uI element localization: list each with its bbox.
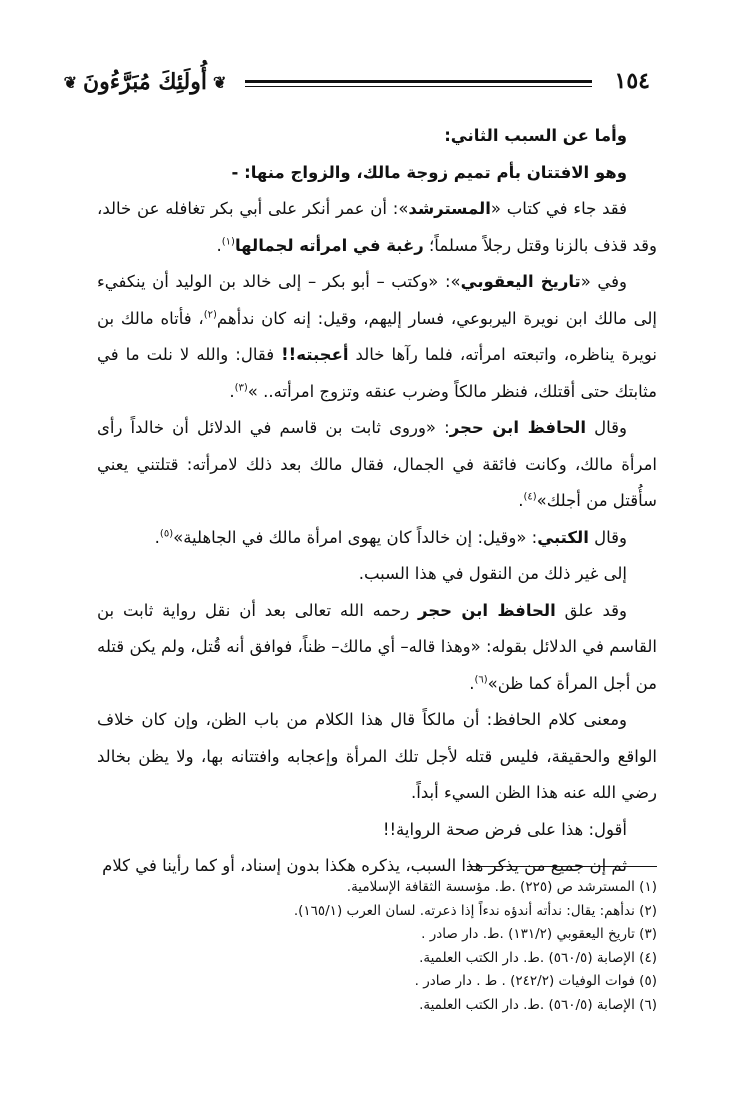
text-span: وقال bbox=[588, 527, 627, 547]
footnote-item: (٦) الإصابة (٥٦٠/٥) .ط. دار الكتب العلمية. bbox=[419, 996, 657, 1013]
emphasis-text: أعجبته!! bbox=[281, 345, 349, 364]
paragraph-5: إلى غير ذلك من النقول في هذا السبب. bbox=[358, 564, 627, 583]
footnote-ref[interactable]: (٥) bbox=[159, 528, 174, 539]
footnote-item: (٥) فوات الوفيات (٢٤٢/٢) . ط . دار صادر . bbox=[414, 973, 657, 989]
footnote-item: (٤) الإصابة (٥٦٠/٥) .ط. دار الكتب العلمية. bbox=[419, 949, 657, 966]
author-name: الكتبي bbox=[537, 527, 589, 547]
text-span: رحمه الله تعالى بعد أن نقل رواية ثابت بن القاسم في الدلائل بقوله: «وهذا قاله– أي مالك– ظناً، فوافق أنه قُتل، ولم يكن قتله من أجل المرأة كما ظن» bbox=[97, 600, 657, 693]
paragraph-8: أقول: هذا على فرض صحة الرواية!! bbox=[382, 819, 627, 839]
text-span: . bbox=[216, 235, 222, 255]
footnote-ref[interactable]: (٢) bbox=[203, 309, 217, 320]
main-text bbox=[97, 118, 657, 885]
text-span: وفي « bbox=[580, 272, 628, 291]
paragraph-6 bbox=[97, 593, 657, 703]
ornament-left-icon: ❦ bbox=[212, 72, 227, 92]
text-span: . bbox=[154, 527, 160, 547]
text-span: ، فأتاه مالك بن نويرة يناظره، واتبعته امرأته، فلما رآها خالد bbox=[97, 308, 657, 364]
footnote-separator bbox=[467, 866, 657, 867]
text-span: . bbox=[229, 381, 235, 401]
footnote-item: (١) المسترشد ص (٢٢٥) .ط. مؤسسة الثقافة الإسلامية. bbox=[346, 879, 657, 895]
emphasis-text: رغبة في امرأته لجمالها bbox=[234, 235, 424, 255]
running-title-cartouche bbox=[50, 62, 240, 102]
footnote-ref[interactable]: (٤) bbox=[523, 491, 537, 503]
text-span: . bbox=[518, 491, 524, 510]
paragraph-2 bbox=[97, 264, 657, 410]
text-span: فقد جاء في كتاب « bbox=[490, 199, 627, 218]
section-heading: وأما عن السبب الثاني: bbox=[444, 126, 627, 145]
text-span: وقد علق bbox=[555, 600, 627, 620]
paragraph-3 bbox=[97, 410, 657, 520]
author-name: الحافظ ابن حجر bbox=[418, 600, 556, 620]
paragraph-1 bbox=[97, 191, 657, 264]
header-rule bbox=[245, 80, 592, 87]
page-header bbox=[50, 62, 650, 102]
author-name: الحافظ ابن حجر bbox=[449, 418, 587, 437]
text-span: : «وقيل: إن خالداً كان يهوى امرأة مالك في الجاهلية» bbox=[173, 527, 538, 547]
text-span: . bbox=[469, 673, 475, 693]
subsection-heading: وهو الافتتان بأم تميم زوجة مالك، والزواج منها: - bbox=[231, 162, 627, 182]
text-span: »: أن عمر أنكر على أبي بكر تغافله عن خالد، وقد قذف بالزنا وقتل رجلاً مسلماً؛ bbox=[97, 199, 657, 255]
running-title: أُولَئِكَ مُبَرَّءُونَ bbox=[83, 69, 207, 95]
footnote-item: (٢) ندأهم: يقال: ندأته أندؤه ندءاً إذا ذعرته. لسان العرب (١٦٥/١). bbox=[293, 902, 657, 919]
footnote-item: (٣) تاريخ اليعقوبي (١٣١/٢) .ط. دار صادر . bbox=[421, 926, 657, 942]
paragraph-9: ثم إن جميع من يذكر هذا السبب، يذكره هكذا بدون إسناد، أو كما رأينا في كلام bbox=[102, 856, 627, 875]
paragraph-4 bbox=[97, 520, 657, 557]
footnote-ref[interactable]: (١) bbox=[221, 236, 235, 247]
ornament-right-icon: ❦ bbox=[63, 72, 78, 92]
paragraph-7: ومعنى كلام الحافظ: أن مالكاً قال هذا الكلام من باب الظن، وإن كان خلاف الواقع والحقيقة، فليس قتله لأجل تلك المرأة وإعجابه وافتتانه بها، ولا يظن بخالد رضي الله عنه هذا الظن السيء أبداً. bbox=[97, 710, 657, 802]
text-span: : «وروى ثابت بن قاسم في الدلائل أن خالداً رأى امرأة مالك، وكانت فائقة في الجمال، فقال مالك بعد ذلك لامرأته: قتلتني يعني سأُقتل من أجلك» bbox=[97, 418, 657, 510]
footnote-ref[interactable]: (٦) bbox=[474, 674, 488, 685]
book-title: تاريخ اليعقوبي bbox=[460, 272, 581, 291]
text-span: »: «وكتب – أبو بكر – إلى خالد بن الوليد أن ينكفيء إلى مالك ابن نويرة اليربوعي، فسار إليهم، وقيل: إنه كان ندأهم bbox=[97, 272, 657, 328]
text-span: فقال: والله لا نلت ما في مثابتك حتى أقتلك، فنظر مالكاً وضرب عنقه وتزوج امرأته.. » bbox=[97, 345, 657, 401]
footnote-ref[interactable]: (٣) bbox=[234, 382, 248, 393]
text-span: وقال bbox=[586, 418, 627, 437]
footnotes bbox=[97, 876, 657, 1017]
page-number: ١٥٤ bbox=[614, 68, 650, 94]
book-title: المسترشد bbox=[408, 199, 491, 218]
